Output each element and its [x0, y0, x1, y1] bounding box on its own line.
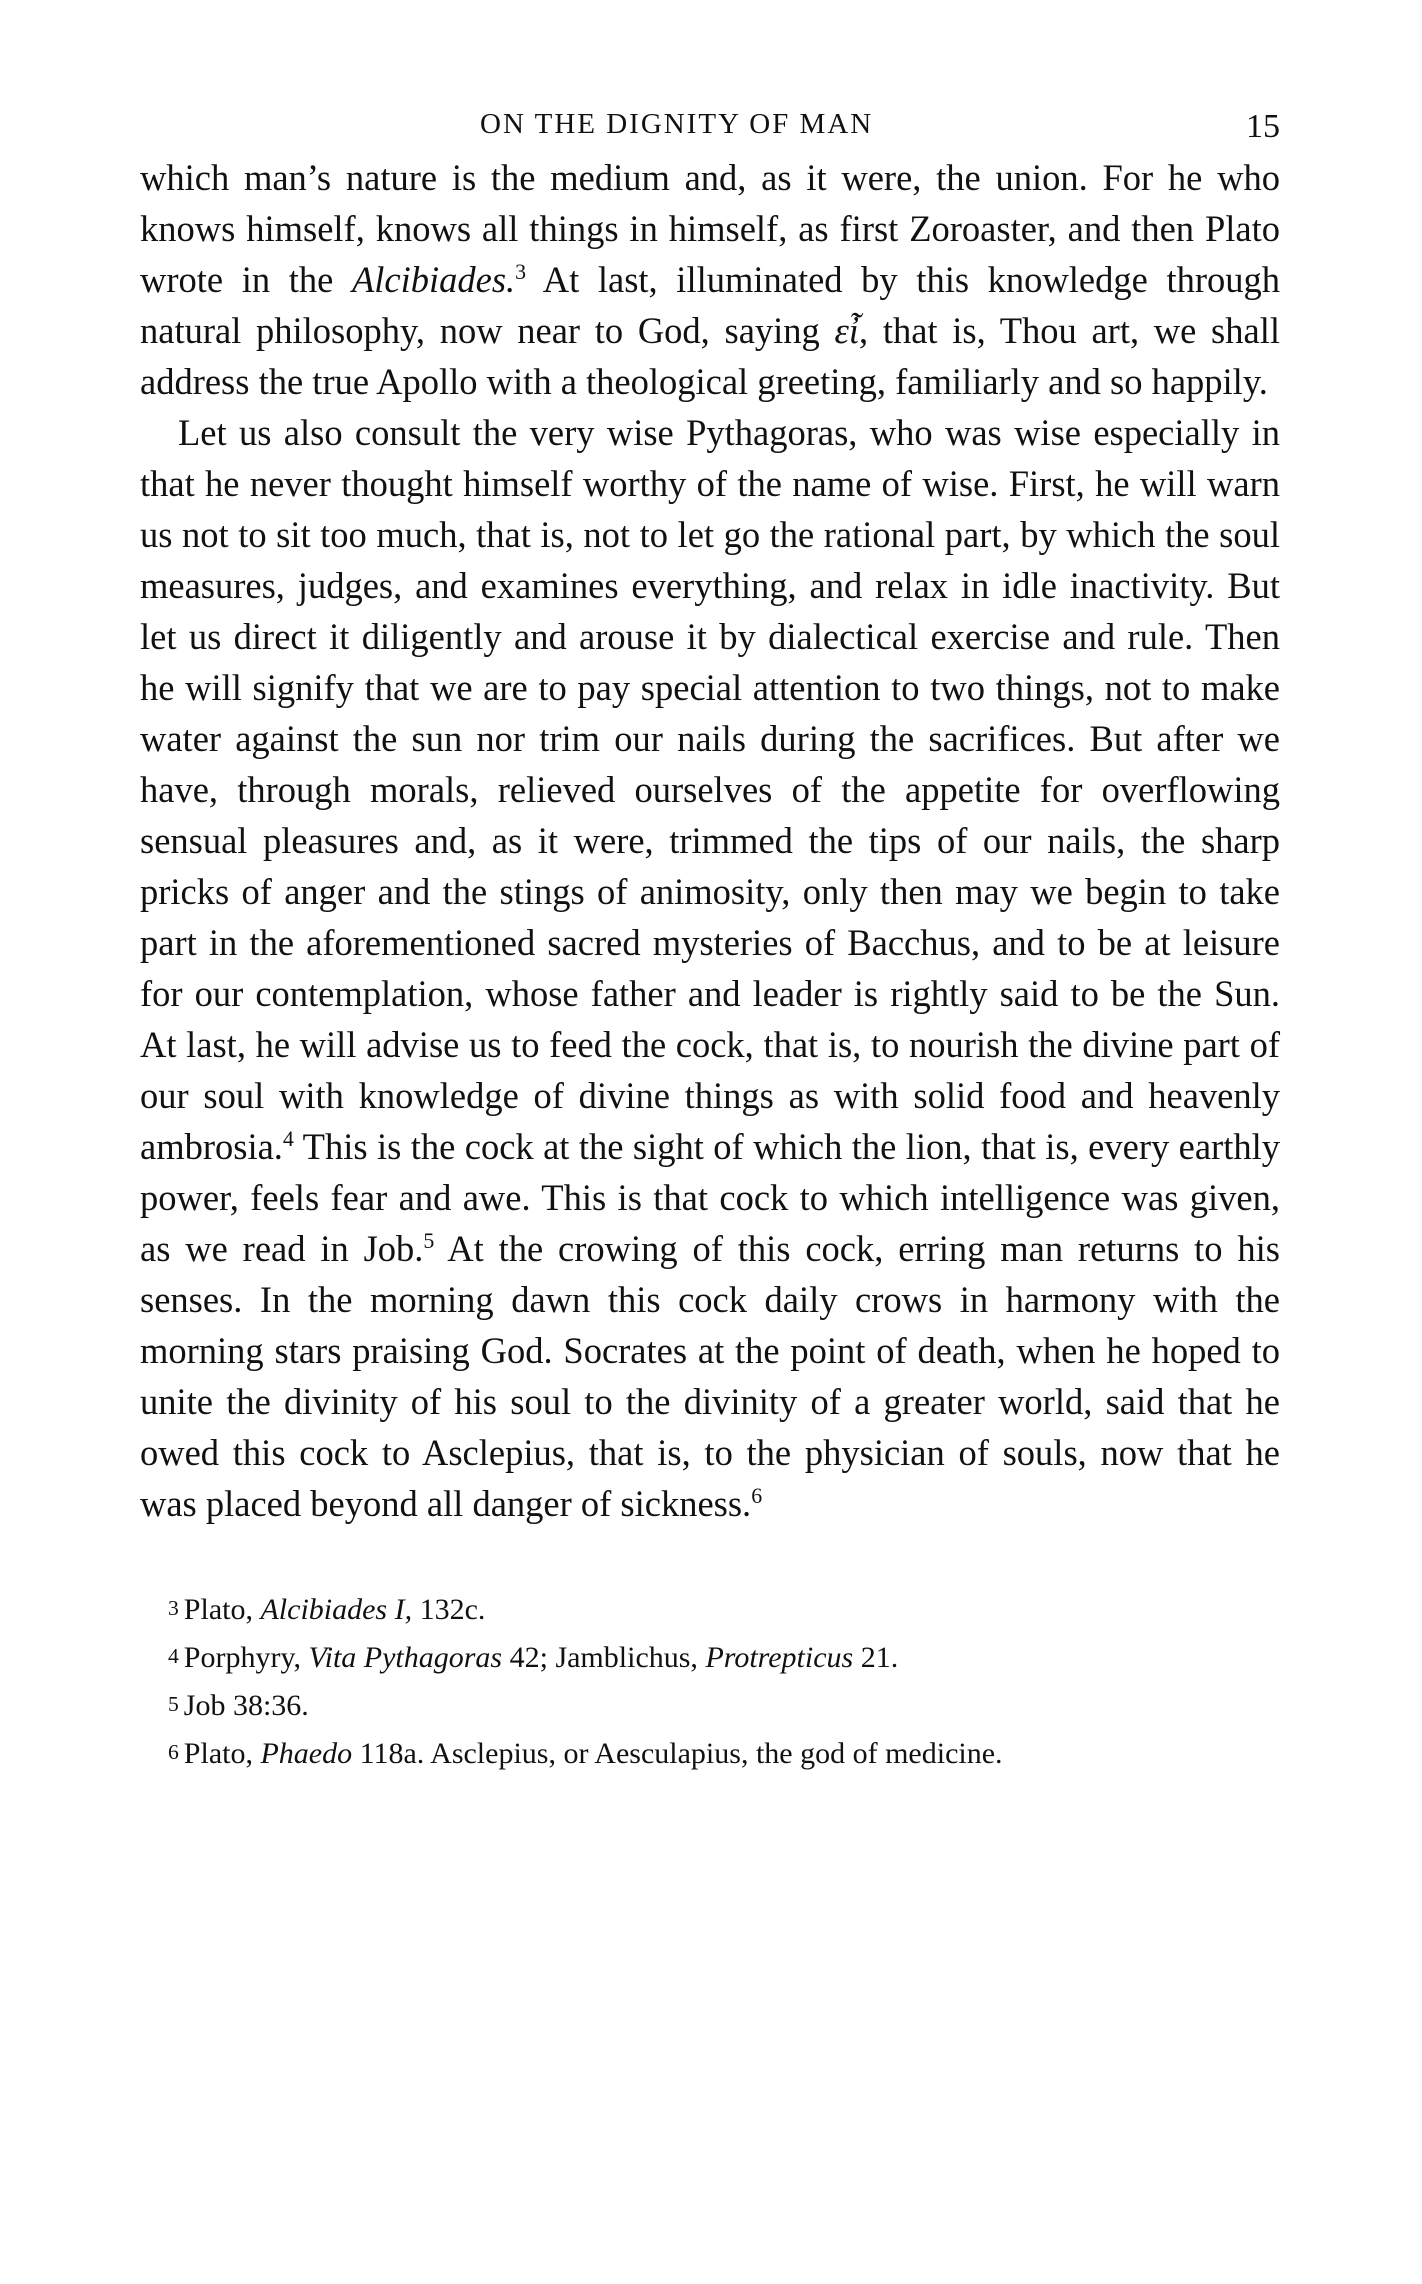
note-ref-3: 3 — [515, 258, 527, 284]
footnote-5 — [168, 1681, 1280, 1729]
footnote-title: Phaedo — [260, 1736, 353, 1770]
paragraph-2-text-b: This is the cock at the sight of which the lion, that is, every earthly power, feels fear and awe. This is that cock to which intelligence was given, as we read in Job. — [140, 1126, 1280, 1269]
paragraph-2-text-a: Let us also consult the very wise Pythagoras, who was wise especially in that he never thought himself worthy of the name of wise. First, he will warn us not to sit too much, that is, not to let go the rational part, by which the soul measures, judges, and examines everything, and relax in idle inactivity. But let us direct it diligently and arouse it by dialectical exercise and rule. Then he will signify that we are to pay special attention to two things, not to make water against the sun nor trim our nails during the sacrifices. But after we have, through morals, relieved ourselves of the appetite for overflowing sensual pleasures and, as it were, trimmed the tips of our nails, the sharp pricks of anger and the stings of animosity, only then may we begin to take part in the aforementioned sacred mysteries of Bacchus, and to be at leisure for our contemplation, whose father and leader is rightly said to be the Sun. At last, he will advise us to feed the cock, that is, to nourish the divine part of our soul with knowledge of divine things as with solid food and heavenly ambrosia. — [140, 412, 1280, 1167]
paragraph-2 — [140, 407, 1280, 1529]
footnote-3 — [168, 1585, 1280, 1633]
footnote-mark: 3 — [168, 1596, 179, 1620]
footnote-text: Porphyry, — [183, 1640, 309, 1674]
paragraph-1 — [140, 152, 1280, 407]
footnotes — [140, 1585, 1280, 1777]
footnote-text: 132c. — [412, 1592, 486, 1626]
footnote-text: Job 38:36. — [183, 1688, 309, 1722]
paragraph-2-text-c: At the crowing of this cock, erring man returns to his senses. In the morning dawn this cock daily crows in harmony with the morning stars praising God. Socrates at the point of death, when he hoped to unite the divinity of his soul to the divinity of a greater world, said that he owed this cock to Asclepius, that is, to the physician of souls, now that he was placed beyond all danger of sickness. — [140, 1228, 1280, 1524]
footnote-mark: 6 — [168, 1739, 179, 1764]
footnote-title: Vita Pythagoras — [308, 1640, 503, 1674]
footnote-text: Plato, — [183, 1592, 261, 1626]
note-ref-5: 5 — [423, 1227, 435, 1253]
footnote-title: Protrepticus — [705, 1640, 854, 1674]
footnote-text: Plato, — [183, 1736, 261, 1770]
paragraph-1-text-a: which man’s nature is the medium and, as it were, the union. For he who knows himself, knows all things in himself, as first Zoroaster, and then Plato wrote in the — [140, 157, 1280, 300]
page — [140, 108, 1280, 1777]
footnote-text: 118a. Asclepius, or Aesculapius, the god of medicine. — [352, 1736, 1003, 1770]
footnote-text: 21. — [853, 1640, 899, 1674]
note-ref-4: 4 — [282, 1125, 294, 1151]
running-title: ON THE DIGNITY OF MAN — [480, 108, 874, 140]
footnote-6 — [168, 1729, 1280, 1777]
footnote-title: Alcibiades I, — [260, 1592, 413, 1626]
footnote-text: 42; Jamblichus, — [502, 1640, 706, 1674]
paragraph-1-text-b: At last, illuminated by this knowledge through natural philosophy, now near to God, saying — [140, 259, 1280, 351]
alcibiades-title: Alcibiades. — [351, 259, 516, 300]
page-number: 15 — [1246, 108, 1280, 145]
paragraph-1-text-c: , that is, Thou art, we shall address the true Apollo with a theological greeting, familiarly and so happily. — [140, 310, 1280, 402]
footnote-mark: 5 — [168, 1691, 179, 1716]
note-ref-6: 6 — [751, 1482, 763, 1508]
running-head — [140, 108, 1280, 152]
footnote-mark: 4 — [168, 1643, 179, 1668]
greek-word: εἶ — [834, 310, 860, 351]
footnote-4 — [168, 1633, 1280, 1681]
body-text — [140, 152, 1280, 1529]
